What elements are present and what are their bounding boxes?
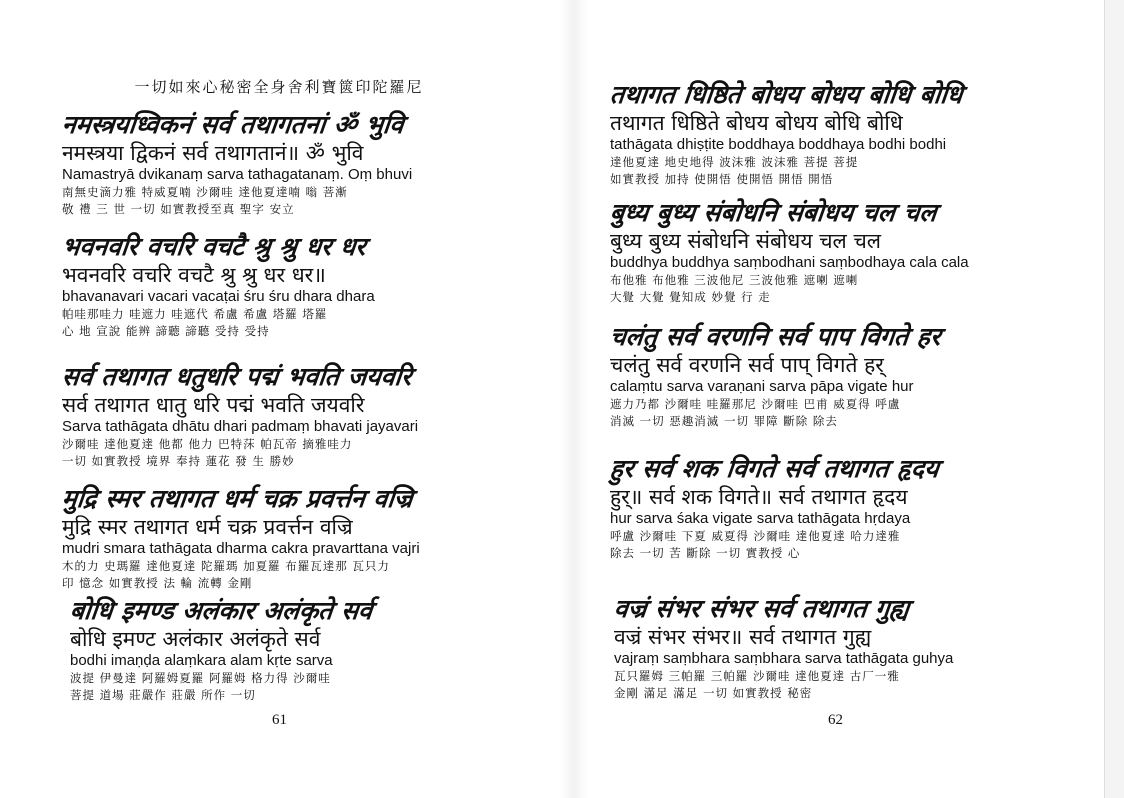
chinese-meaning-line: 敬 禮 三 世 一切 如實教授至真 聖字 安立 xyxy=(62,202,295,216)
chinese-meaning-line: 消滅 一切 惡趣消滅 一切 罪障 斷除 除去 xyxy=(610,414,838,428)
devanagari-line: वज्रं संभर संभर॥ सर्व तथागत गुह्य xyxy=(614,625,872,649)
chinese-transliteration-line: 南無史滴力雅 特威夏喃 沙爾哇 達他夏達喃 嗡 菩漸 xyxy=(62,185,348,199)
romanization-line: vajraṃ saṃbhara saṃbhara sarva tathāgata guhya xyxy=(614,650,954,667)
romanization-line: tathāgata dhiṣṭite boddhaya boddhaya bodhi bodhi xyxy=(610,136,947,153)
page-number-left: 61 xyxy=(272,712,287,728)
devanagari-line: मुद्रि स्मर तथागत धर्म चक्र प्रवर्त्तन वज्रि xyxy=(62,515,353,539)
siddham-line: बोधि इमण्ड अलंकार अलंकृते सर्व xyxy=(68,596,374,625)
devanagari-line: नमस्त्रया द्विकनं सर्व तथागतानं॥ ॐ भुवि xyxy=(62,141,364,165)
chinese-meaning-line: 印 憶念 如實教授 法 輪 流轉 金剛 xyxy=(62,576,253,590)
mantra-block-8 xyxy=(610,322,1080,430)
chinese-meaning-line: 金剛 滿足 滿足 一切 如實教授 秘密 xyxy=(614,686,813,700)
mantra-block-4 xyxy=(62,484,502,592)
devanagari-line: तथागत धिष्ठिते बोधय बोधय बोधि बोधि xyxy=(610,111,903,135)
chinese-transliteration-line: 帕哇那哇力 哇遮力 哇遮代 希盧 希盧 塔羅 塔羅 xyxy=(62,307,328,321)
siddham-line: नमस्त्रयध्विकनं सर्व तथागतनां ॐ भुवि xyxy=(60,110,406,139)
siddham-line: वज्रं संभर संभर सर्व तथागत गुह्य xyxy=(612,594,911,623)
siddham-line: हुर सर्व शक विगते सर्व तथागत हृदय xyxy=(608,454,941,483)
mantra-block-10 xyxy=(614,594,1084,702)
siddham-line: भवनवरि वचरि वचटै श्रु श्रु धर धर xyxy=(60,232,368,261)
chinese-meaning-line: 除去 一切 苦 斷除 一切 實教授 心 xyxy=(610,546,801,560)
mantra-block-5 xyxy=(70,596,500,704)
mantra-block-7 xyxy=(610,198,1080,306)
mantra-block-9 xyxy=(610,454,1080,562)
chinese-transliteration-line: 呼盧 沙爾哇 下夏 威夏得 沙爾哇 達他夏達 哈力達雅 xyxy=(610,529,901,543)
mantra-block-3 xyxy=(62,362,502,470)
page-title: 一切如來心秘密全身舍利寶篋印陀羅尼 xyxy=(134,78,424,96)
romanization-line: mudri smara tathāgata dharma cakra pravarttana vajri xyxy=(62,540,420,557)
chinese-transliteration-line: 瓦只羅姆 三帕羅 三帕羅 沙爾哇 達他夏達 古厂一雅 xyxy=(614,669,900,683)
romanization-line: Namastryā dvikanaṃ sarva tathagatanaṃ. Oṃ bhuvi xyxy=(62,166,413,183)
mantra-block-1 xyxy=(62,110,502,218)
chinese-transliteration-line: 達他夏達 地史地得 波沫雅 波沫雅 菩提 菩提 xyxy=(610,155,859,169)
page-edge xyxy=(1104,0,1124,798)
chinese-transliteration-line: 布他雅 布他雅 三波他尼 三波他雅 遮喇 遮喇 xyxy=(610,273,859,287)
romanization-line: bhavanavari vacari vacaṭai śru śru dhara dhara xyxy=(62,288,375,305)
romanization-line: Sarva tathāgata dhātu dhari padmaṃ bhavati jayavari xyxy=(62,418,419,435)
siddham-line: सर्व तथागत धतुधरि पद्मं भवति जयवरि xyxy=(60,362,413,391)
devanagari-line: बुध्य बुध्य संबोधनि संबोधय चल चल xyxy=(610,229,882,253)
mantra-block-2 xyxy=(62,232,502,340)
siddham-line: मुद्रि स्मर तथागत धर्म चक्र प्रवर्त्तन वज्रि xyxy=(60,484,415,513)
chinese-meaning-line: 心 地 宣說 能辨 諦聽 諦聽 受持 受持 xyxy=(62,324,270,338)
devanagari-line: भवनवरि वचरि वचटै श्रु श्रु धर धर॥ xyxy=(62,263,326,287)
siddham-line: बुध्य बुध्य संबोधनि संबोधय चल चल xyxy=(608,198,938,227)
siddham-line: चलंतु सर्व वरणनि सर्व पाप विगते हर xyxy=(608,322,943,351)
romanization-line: bodhi imaṇḍa alaṃkara alam kṛte sarva xyxy=(70,652,333,669)
page-number-right: 62 xyxy=(828,712,843,728)
romanization-line: buddhya buddhya saṃbodhani saṃbodhaya cala cala xyxy=(610,254,969,271)
chinese-meaning-line: 大覺 大覺 覺知成 妙覺 行 走 xyxy=(610,290,771,304)
romanization-line: calaṃtu sarva varaṇani sarva pāpa vigate hur xyxy=(610,378,914,395)
chinese-meaning-line: 一切 如實教授 境界 奉持 蓮花 發 生 勝妙 xyxy=(62,454,295,468)
devanagari-line: बोधि इमण्ट अलंकार अलंकृते सर्व xyxy=(70,627,321,651)
devanagari-line: चलंतु सर्व वरणनि सर्व पाप् विगते हर् xyxy=(610,353,884,377)
chinese-transliteration-line: 遮力乃都 沙爾哇 哇羅那尼 沙爾哇 巴甫 威夏得 呼盧 xyxy=(610,397,901,411)
chinese-meaning-line: 如實教授 加持 使開悟 使開悟 開悟 開悟 xyxy=(610,172,834,186)
siddham-line: तथागत धिष्ठिते बोधय बोधय बोधि बोधि xyxy=(608,80,964,109)
chinese-transliteration-line: 波提 伊曼達 阿羅姆夏羅 阿羅姆 格力得 沙爾哇 xyxy=(70,671,331,685)
book-gutter xyxy=(560,0,588,798)
chinese-transliteration-line: 木的力 史瑪羅 達他夏達 陀羅瑪 加夏羅 布羅瓦達那 瓦只力 xyxy=(62,559,390,573)
romanization-line: hur sarva śaka vigate sarva tathāgata hṛdaya xyxy=(610,510,911,527)
chinese-meaning-line: 菩提 道場 莊嚴作 莊嚴 所作 一切 xyxy=(70,688,256,702)
devanagari-line: हुर्॥ सर्व शक विगते॥ सर्व तथागत हृदय xyxy=(610,485,908,509)
devanagari-line: सर्व तथागत धातु धरि पद्मं भवति जयवरि xyxy=(62,393,365,417)
chinese-transliteration-line: 沙爾哇 達他夏達 他都 他力 巴特莯 帕瓦帝 摘雅哇力 xyxy=(62,437,353,451)
mantra-block-6 xyxy=(610,80,1080,188)
